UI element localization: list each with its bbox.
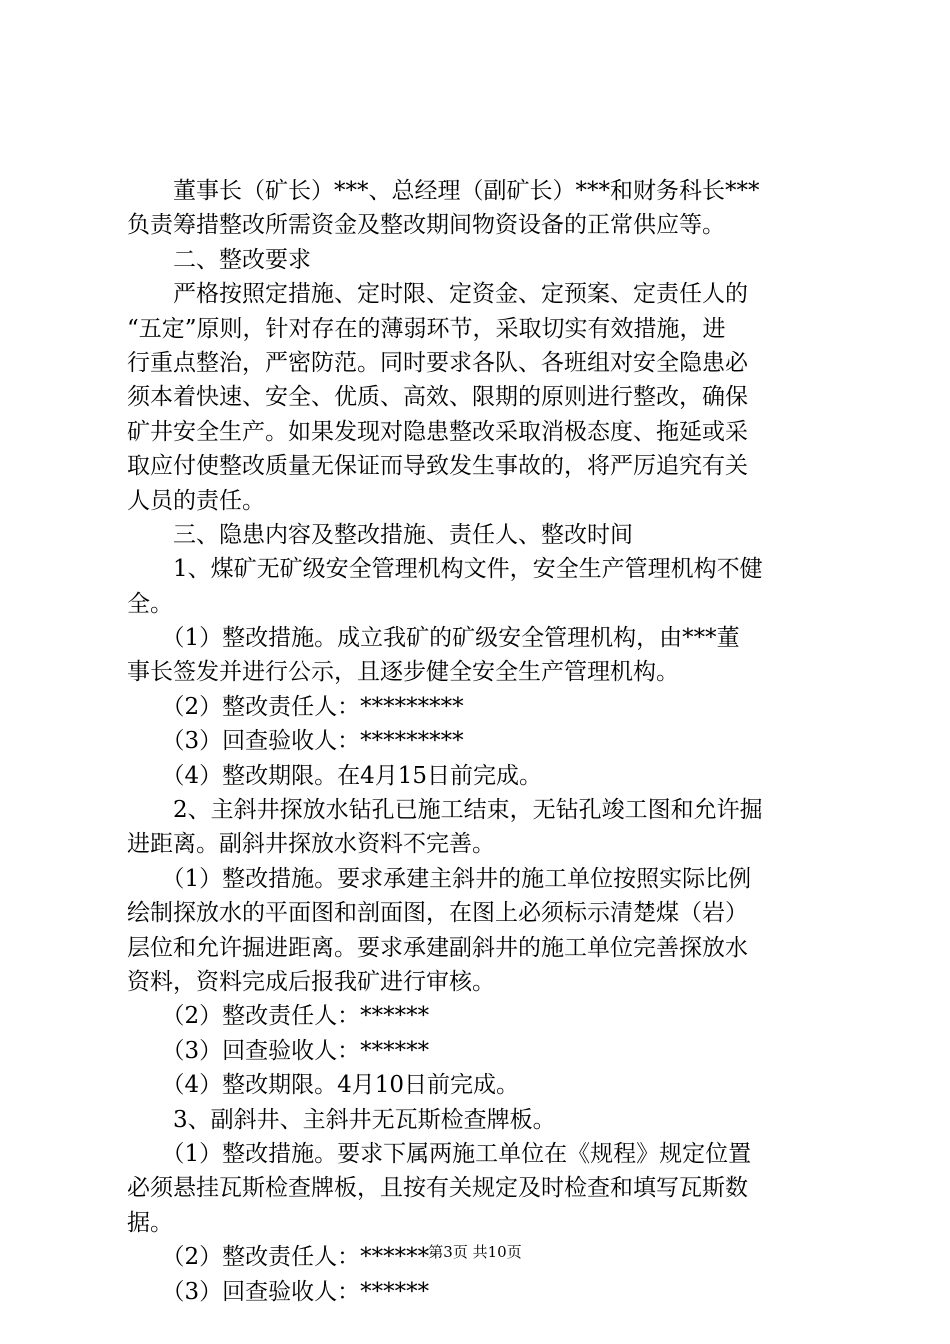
text-line: （4）整改期限。在4月15日前完成。	[127, 762, 543, 789]
text-line: 据。	[127, 1209, 173, 1236]
text-line: 负责筹措整改所需资金及整改期间物资设备的正常供应等。	[127, 212, 725, 239]
text-line: 严格按照定措施、定时限、定资金、定预案、定责任人的	[127, 281, 748, 308]
text-line: （1）整改措施。成立我矿的矿级安全管理机构，由***董	[127, 625, 740, 652]
text-line: 进距离。副斜井探放水资料不完善。	[127, 831, 495, 858]
page-footer: 第3页 共10页	[428, 1243, 522, 1261]
text-line: 董事长（矿长）***、总经理（副矿长）***和财务科长***	[127, 178, 760, 204]
text-line: 矿井安全生产。如果发现对隐患整改采取消极态度、拖延或采	[127, 418, 748, 445]
text-line: 绘制探放水的平面图和剖面图，在图上必须标示清楚煤（岩）	[127, 900, 748, 927]
text-line: “五定”原则，针对存在的薄弱环节，采取切实有效措施，进	[127, 315, 726, 342]
text-line: （2）整改责任人：*********	[127, 693, 464, 720]
text-line: 必须悬挂瓦斯检查牌板，且按有关规定及时检查和填写瓦斯数	[127, 1175, 748, 1202]
text-line: 资料，资料完成后报我矿进行审核。	[127, 968, 495, 995]
text-line: 人员的责任。	[127, 487, 265, 514]
text-line: （2）整改责任人：******	[127, 1003, 430, 1030]
document-body	[127, 174, 832, 1309]
text-line: 须本着快速、安全、优质、高效、限期的原则进行整改，确保	[127, 384, 748, 411]
text-line: 1、煤矿无矿级安全管理机构文件，安全生产管理机构不健	[127, 556, 763, 583]
text-line: 全。	[127, 590, 173, 617]
text-line: 事长签发并进行公示，且逐步健全安全生产管理机构。	[127, 659, 679, 686]
text-line: （3）回查验收人：******	[127, 1037, 430, 1064]
text-line: 3、副斜井、主斜井无瓦斯检查牌板。	[127, 1106, 556, 1133]
text-line: （1）整改措施。要求承建主斜井的施工单位按照实际比例	[127, 865, 752, 892]
text-line: （2）整改责任人：******	[127, 1244, 430, 1271]
section-heading: 三、隐患内容及整改措施、责任人、整改时间	[127, 521, 633, 548]
text-line: （3）回查验收人：*********	[127, 728, 464, 755]
text-line: 行重点整治，严密防范。同时要求各队、各班组对安全隐患必	[127, 349, 748, 376]
text-line: 层位和允许掘进距离。要求承建副斜井的施工单位完善探放水	[127, 934, 748, 961]
text-line: （3）回查验收人：******	[127, 1278, 430, 1305]
text-line: （1）整改措施。要求下属两施工单位在《规程》规定位置	[127, 1140, 752, 1167]
text-line: 2、主斜井探放水钻孔已施工结束，无钻孔竣工图和允许掘	[127, 797, 763, 824]
section-heading: 二、整改要求	[127, 246, 311, 273]
text-line: （4）整改期限。4月10日前完成。	[127, 1072, 520, 1099]
text-line: 取应付使整改质量无保证而导致发生事故的，将严厉追究有关	[127, 453, 748, 480]
